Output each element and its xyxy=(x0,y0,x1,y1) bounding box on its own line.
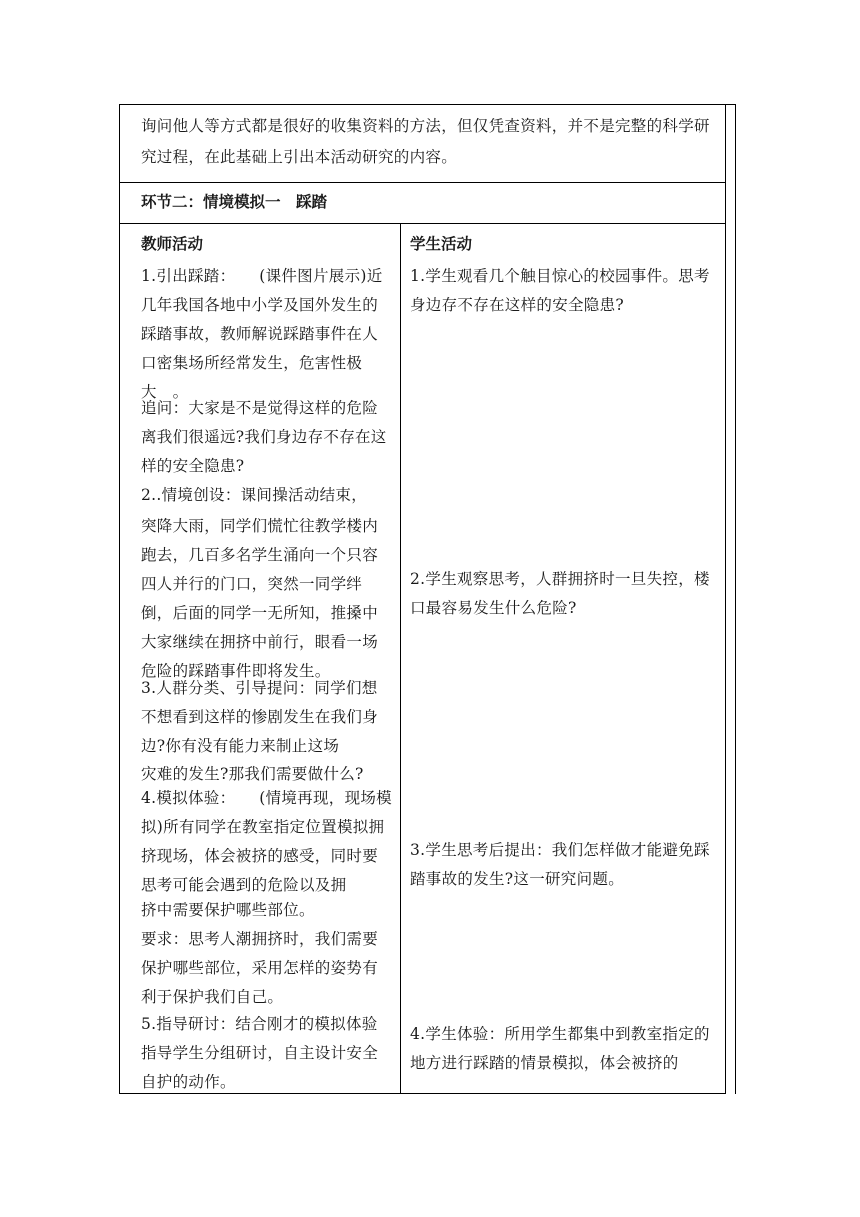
table-border-outer-right xyxy=(735,104,736,1094)
section-title: 环节二：情境模拟一 踩踏 xyxy=(141,193,328,211)
teacher-step-4: 4.模拟体验： (情境再现，现场模拟)所有同学在教室指定位置模拟拥挤现场，体会被挤的感受，同时要思考可能会遇到的危险以及拥 xyxy=(141,789,392,894)
table-border-inner-right xyxy=(725,104,726,1094)
student-step-3: 3.学生思考后提出：我们怎样做才能避免踩踏事故的发生?这一研究问题。 xyxy=(410,841,710,888)
teacher-step-1: 1.引出踩踏： (课件图片展示)近几年我国各地中小学及国外发生的踩踏事故，教师解说踩踏事件在人口密集场所经常发生，危害性极大 。 xyxy=(141,267,383,401)
teacher-step-3-cont: 灾难的发生?那我们需要做什么? xyxy=(141,765,364,783)
table-divider-2 xyxy=(119,223,726,224)
teacher-step-5: 5.指导研讨：结合刚才的模拟体验指导学生分组研讨，自主设计安全自护的动作。 xyxy=(141,1015,379,1091)
student-step-2: 2.学生观察思考，人群拥挤时一旦失控，楼口最容易发生什么危险? xyxy=(410,570,710,617)
teacher-column-header: 教师活动 xyxy=(141,235,204,253)
teacher-step-2-scenario: 突降大雨，同学们慌忙往教学楼内跑去，几百多名学生涌向一个只容四人并行的门口，突然一同学绊倒，后面的同学一无所知，推搡中大家继续在拥挤中前行，眼看一场危险的踩踏事件即将发生。 xyxy=(141,517,379,680)
intro-paragraph: 询问他人等方式都是很好的收集资料的方法，但仅凭查资料，并不是完整的科学研究过程，在此基础上引出本活动研究的内容。 xyxy=(141,117,710,166)
table-border-left xyxy=(119,104,120,1094)
student-step-4: 4.学生体验：所用学生都集中到教室指定的地方进行踩踏的情景模拟，体会被挤的 xyxy=(410,1025,710,1072)
table-divider-1 xyxy=(119,182,726,183)
student-column-header: 学生活动 xyxy=(410,235,473,253)
teacher-requirement: 要求：思考人潮拥挤时，我们需要保护哪些部位，采用怎样的姿势有利于保护我们自己。 xyxy=(141,930,379,1006)
teacher-step-3: 3.人群分类、引导提问：同学们想不想看到这样的惨剧发生在我们身边?你有没有能力来制止这场 xyxy=(141,679,379,755)
table-border-top xyxy=(119,104,736,105)
teacher-step-4-cont: 挤中需要保护哪些部位。 xyxy=(141,901,315,919)
student-step-1: 1.学生观看几个触目惊心的校园事件。思考身边存不存在这样的安全隐患? xyxy=(410,267,710,314)
teacher-step-2: 2..情境创设：课间操活动结束， xyxy=(141,486,368,504)
teacher-followup-question: 追问：大家是不是觉得这样的危险离我们很遥远?我们身边存不存在这样的安全隐患? xyxy=(141,399,387,475)
table-column-divider xyxy=(400,223,401,1094)
